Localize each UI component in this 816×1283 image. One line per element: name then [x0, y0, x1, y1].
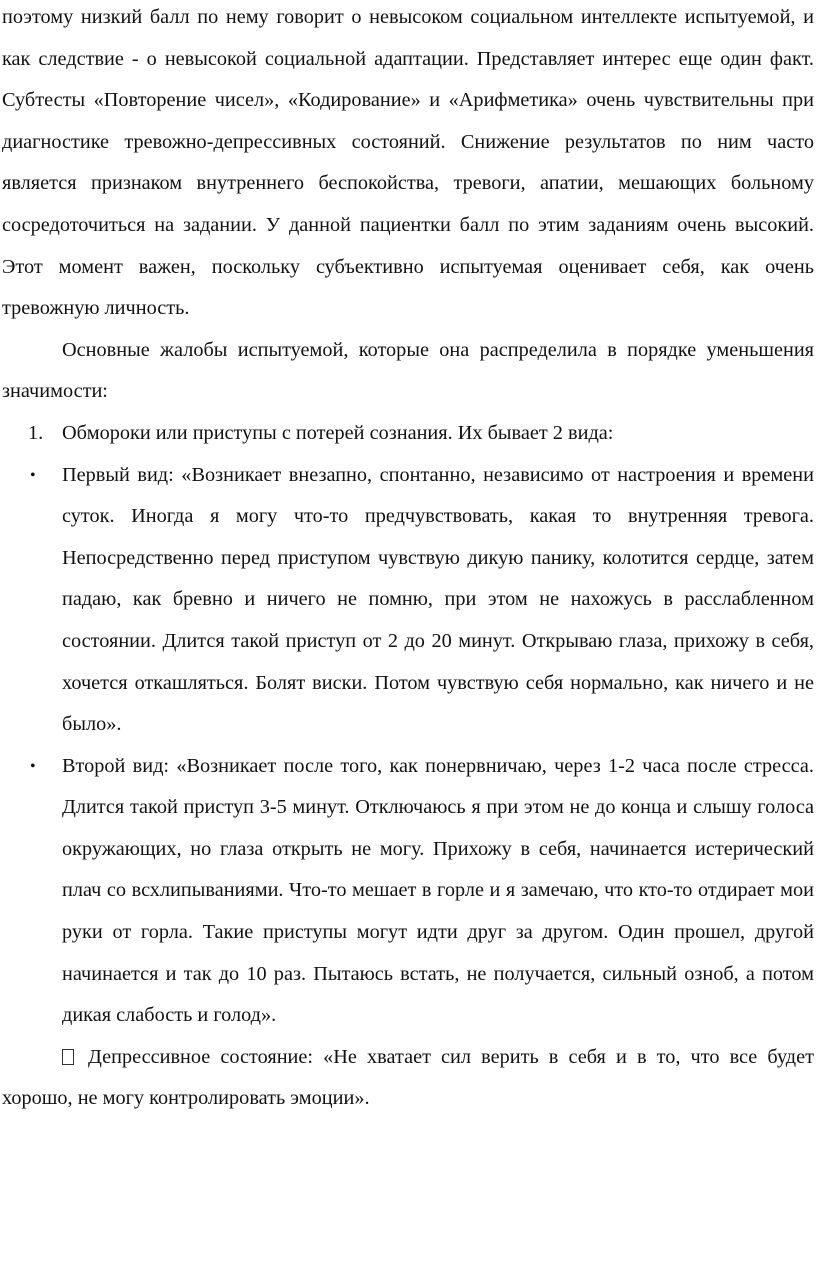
list-item-text: Обмороки или приступы с потерей сознания. Их бывает 2 вида: [62, 421, 614, 444]
bullet-icon: • [30, 757, 36, 775]
paragraph-depressive-state [2, 1037, 814, 1120]
list-number: 1. [28, 421, 44, 444]
bullet-item-first-type [2, 455, 814, 746]
depressive-state-text: Депрессивное состояние: «Не хватает сил верить в себя и в то, что все будет хорошо, не могу контролировать эмоции». [2, 1045, 814, 1110]
bullet-item-second-type [2, 746, 814, 1037]
bullet-icon: • [30, 466, 36, 484]
numbered-list-item [2, 413, 814, 455]
missing-glyph-box-icon [62, 1049, 74, 1065]
paragraph-complaints-intro: Основные жалобы испытуемой, которые она распределила в порядке уменьшения значимости: [2, 338, 814, 403]
paragraph-test-analysis: поэтому низкий балл по нему говорит о невысоком социальном интеллекте испытуемой, и как следствие - о невысокой социальной адаптации. Представляет интерес еще один факт. Субтесты «Повторение чисел», «Кодирование» и «Арифметика» очень чувствительны при диагностике тревожно-депрессивных состояний. Снижение результатов по ним часто является признаком внутреннего беспокойства, тревоги, апатии, мешающих больному сосредоточиться на задании. У данной пациентки балл по этим заданиям очень высокий. Этот момент важен, поскольку субъективно испытуемая оценивает себя, как очень тревожную личность. [2, 6, 814, 320]
bullet-item-text: Первый вид: «Возникает внезапно, спонтанно, независимо от настроения и времени суток. Иногда я могу что-то предчувствовать, какая то внутренняя тревога. Непосредственно перед приступом чувствую дикую панику, колотится сердце, затем падаю, как бревно и ничего не помню, при этом не нахожусь в расслабленном состоянии. Длится такой приступ от 2 до 20 минут. Открываю глаза, прихожу в себя, хочется откашляться. Болят виски. Потом чувствую себя нормально, как ничего и не было». [62, 463, 814, 736]
bullet-item-text: Второй вид: «Возникает после того, как понервничаю, через 1-2 часа после стресса. Длится такой приступ 3-5 минут. Отключаюсь я при этом не до конца и слышу голоса окружающих, но глаза открыть не могу. Прихожу в себя, начинается истерический плач со всхлипываниями. Что-то мешает в горле и я замечаю, что кто-то отдирает мои руки от горла. Такие приступы могут идти друг за другом. Один прошел, другой начинается и так до 10 раз. Пытаюсь встать, не получается, сильный озноб, а потом дикая слабость и голод». [62, 754, 814, 1027]
